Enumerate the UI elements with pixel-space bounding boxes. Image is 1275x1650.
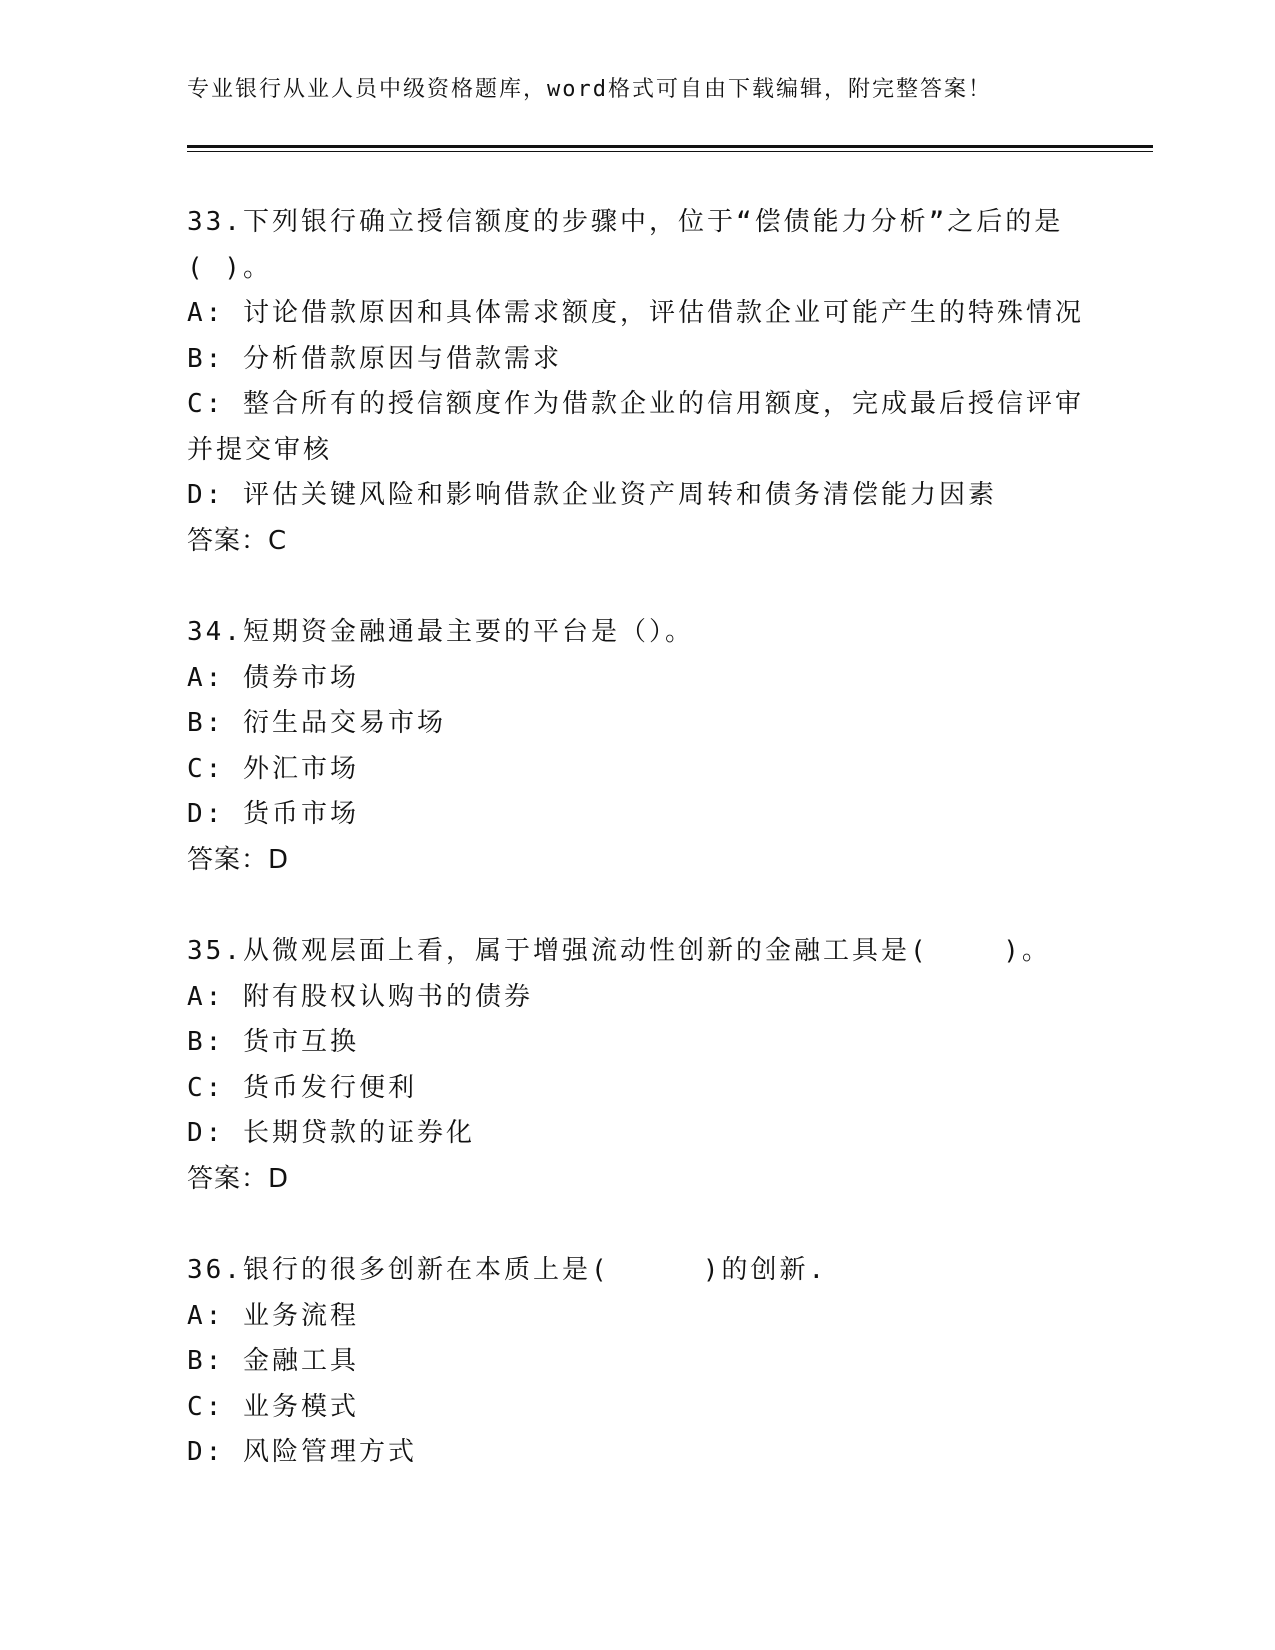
option-d: D: 风险管理方式: [187, 1437, 417, 1467]
question-33: [187, 200, 1087, 564]
option-d: D: 长期贷款的证券化: [187, 1118, 475, 1148]
option-c: C: 整合所有的授信额度作为借款企业的信用额度，完成最后授信评审: [187, 389, 1084, 419]
option-b: B: 货市互换: [187, 1027, 359, 1057]
option-a: A: 债券市场: [187, 662, 359, 693]
question-35: [187, 929, 1087, 1202]
option-a: A: 讨论借款原因和具体需求额度，评估借款企业可能产生的特殊情况: [187, 298, 1084, 328]
option-c: 并提交审核: [187, 434, 333, 465]
answer-label: 答案：C: [187, 525, 288, 556]
answer-label: 答案：D: [187, 844, 290, 875]
option-c: C: 货币发行便利: [187, 1072, 417, 1103]
answer-label: 答案：D: [187, 1163, 290, 1194]
question-stem: ( )。: [187, 252, 272, 283]
option-d: D: 货币市场: [187, 799, 359, 829]
question-stem: 34.短期资金融通最主要的平台是（）。: [187, 617, 694, 647]
option-c: C: 业务模式: [187, 1391, 359, 1422]
question-stem: 33.下列银行确立授信额度的步骤中，位于“偿债能力分析”之后的是: [187, 207, 1064, 237]
option-b: B: 分析借款原因与借款需求: [187, 343, 562, 374]
option-b: B: 金融工具: [187, 1346, 359, 1376]
option-c: C: 外汇市场: [187, 753, 359, 784]
option-d: D: 评估关键风险和影响借款企业资产周转和债务清偿能力因素: [187, 480, 997, 510]
option-b: B: 衍生品交易市场: [187, 708, 446, 738]
option-a: A: 业务流程: [187, 1300, 359, 1331]
question-36: [187, 1248, 1087, 1476]
question-stem: 35.从微观层面上看，属于增强流动性创新的金融工具是( )。: [187, 936, 1051, 966]
question-list: [187, 200, 1087, 1522]
page-header: 专业银行从业人员中级资格题库，word格式可自由下载编辑，附完整答案！: [187, 77, 992, 102]
question-stem: 36.银行的很多创新在本质上是( )的创新.: [187, 1255, 828, 1285]
option-a: A: 附有股权认购书的债券: [187, 981, 533, 1012]
header-divider: [187, 145, 1153, 148]
question-34: [187, 610, 1087, 883]
